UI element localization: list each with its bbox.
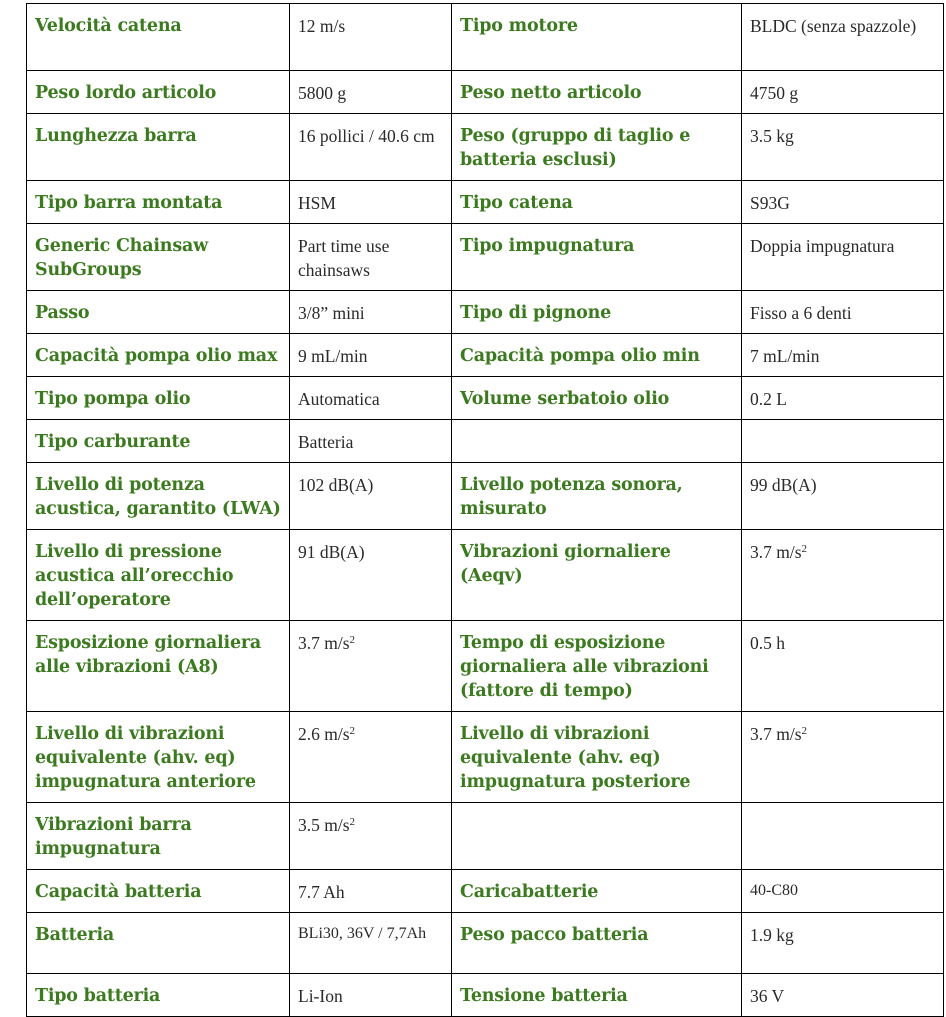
spec-value: 9 mL/min <box>290 334 452 377</box>
spec-value: BLDC (senza spazzole) <box>742 4 944 71</box>
spec-label: Passo <box>27 291 290 334</box>
spec-label: Capacità pompa olio max <box>27 334 290 377</box>
table-row <box>27 71 944 114</box>
spec-label <box>452 803 742 870</box>
spec-value: 99 dB(A) <box>742 463 944 530</box>
superscript: 2 <box>349 634 356 646</box>
spec-value: 1.9 kg <box>742 913 944 974</box>
spec-label: Tempo di esposizione giornaliera alle vibrazioni (fattore di tempo) <box>452 621 742 712</box>
spec-value <box>290 803 452 870</box>
superscript: 2 <box>349 725 356 737</box>
spec-value: 4750 g <box>742 71 944 114</box>
spec-label: Tipo batteria <box>27 974 290 1017</box>
table-row <box>27 913 944 974</box>
table-row <box>27 4 944 71</box>
spec-value: 40-C80 <box>742 870 944 913</box>
spec-label: Peso (gruppo di taglio e batteria esclusi) <box>452 114 742 181</box>
table-row <box>27 291 944 334</box>
spec-label: Tipo motore <box>452 4 742 71</box>
spec-value: Part time use chainsaws <box>290 224 452 291</box>
spec-label: Lunghezza barra <box>27 114 290 181</box>
value-text: 3.5 m/s <box>298 815 350 835</box>
table-row <box>27 377 944 420</box>
table-row <box>27 420 944 463</box>
spec-value: HSM <box>290 181 452 224</box>
spec-label <box>452 420 742 463</box>
spec-value: S93G <box>742 181 944 224</box>
spec-value: 102 dB(A) <box>290 463 452 530</box>
spec-label: Capacità pompa olio min <box>452 334 742 377</box>
value-text: 3.7 m/s <box>750 724 802 744</box>
spec-value: Automatica <box>290 377 452 420</box>
spec-value: 5800 g <box>290 71 452 114</box>
spec-label: Peso netto articolo <box>452 71 742 114</box>
spec-value: 0.5 h <box>742 621 944 712</box>
spec-value: 12 m/s <box>290 4 452 71</box>
spec-label: Tipo di pignone <box>452 291 742 334</box>
spec-value: 16 pollici / 40.6 cm <box>290 114 452 181</box>
superscript: 2 <box>349 816 356 828</box>
spec-value: 0.2 L <box>742 377 944 420</box>
spec-label: Tipo carburante <box>27 420 290 463</box>
spec-value: 36 V <box>742 974 944 1017</box>
spec-label: Livello di vibrazioni equivalente (ahv. eq) impugnatura anteriore <box>27 712 290 803</box>
spec-value <box>290 621 452 712</box>
spec-value: 7.7 Ah <box>290 870 452 913</box>
spec-value: 91 dB(A) <box>290 530 452 621</box>
table-row <box>27 463 944 530</box>
table-row <box>27 803 944 870</box>
spec-label: Peso pacco batteria <box>452 913 742 974</box>
specifications-table <box>26 3 944 1017</box>
spec-label: Vibrazioni giornaliere (Aeqv) <box>452 530 742 621</box>
spec-label: Volume serbatoio olio <box>452 377 742 420</box>
spec-label: Livello di potenza acustica, garantito (LWA) <box>27 463 290 530</box>
spec-value <box>742 803 944 870</box>
spec-value <box>742 712 944 803</box>
superscript: 2 <box>801 543 808 555</box>
value-text: 3.7 m/s <box>298 633 350 653</box>
table-row <box>27 114 944 181</box>
table-row <box>27 870 944 913</box>
spec-label: Caricabatterie <box>452 870 742 913</box>
table-row <box>27 712 944 803</box>
spec-value: BLi30, 36V / 7,7Ah <box>290 913 452 974</box>
spec-value: 7 mL/min <box>742 334 944 377</box>
spec-label: Tipo catena <box>452 181 742 224</box>
spec-label: Tipo pompa olio <box>27 377 290 420</box>
spec-label: Tipo impugnatura <box>452 224 742 291</box>
table-row <box>27 181 944 224</box>
spec-value <box>290 712 452 803</box>
spec-value: Doppia impugnatura <box>742 224 944 291</box>
table-row <box>27 530 944 621</box>
spec-label: Vibrazioni barra impugnatura <box>27 803 290 870</box>
spec-label: Tensione batteria <box>452 974 742 1017</box>
spec-value <box>742 420 944 463</box>
table-row <box>27 224 944 291</box>
value-text: 3.7 m/s <box>750 542 802 562</box>
spec-value: 3/8” mini <box>290 291 452 334</box>
table-row <box>27 974 944 1017</box>
spec-label: Esposizione giornaliera alle vibrazioni (A8) <box>27 621 290 712</box>
spec-value: 3.5 kg <box>742 114 944 181</box>
spec-label: Batteria <box>27 913 290 974</box>
spec-label: Livello di vibrazioni equivalente (ahv. eq) impugnatura posteriore <box>452 712 742 803</box>
spec-label: Livello potenza sonora, misurato <box>452 463 742 530</box>
spec-value: Batteria <box>290 420 452 463</box>
superscript: 2 <box>801 725 808 737</box>
spec-value: Fisso a 6 denti <box>742 291 944 334</box>
spec-label: Generic Chainsaw SubGroups <box>27 224 290 291</box>
specifications-body <box>27 4 944 1017</box>
spec-value: Li-Ion <box>290 974 452 1017</box>
table-row <box>27 334 944 377</box>
value-text: 2.6 m/s <box>298 724 350 744</box>
spec-label: Peso lordo articolo <box>27 71 290 114</box>
spec-value <box>742 530 944 621</box>
spec-label: Velocità catena <box>27 4 290 71</box>
spec-label: Capacità batteria <box>27 870 290 913</box>
spec-label: Livello di pressione acustica all’orecchio dell’operatore <box>27 530 290 621</box>
spec-label: Tipo barra montata <box>27 181 290 224</box>
table-row <box>27 621 944 712</box>
